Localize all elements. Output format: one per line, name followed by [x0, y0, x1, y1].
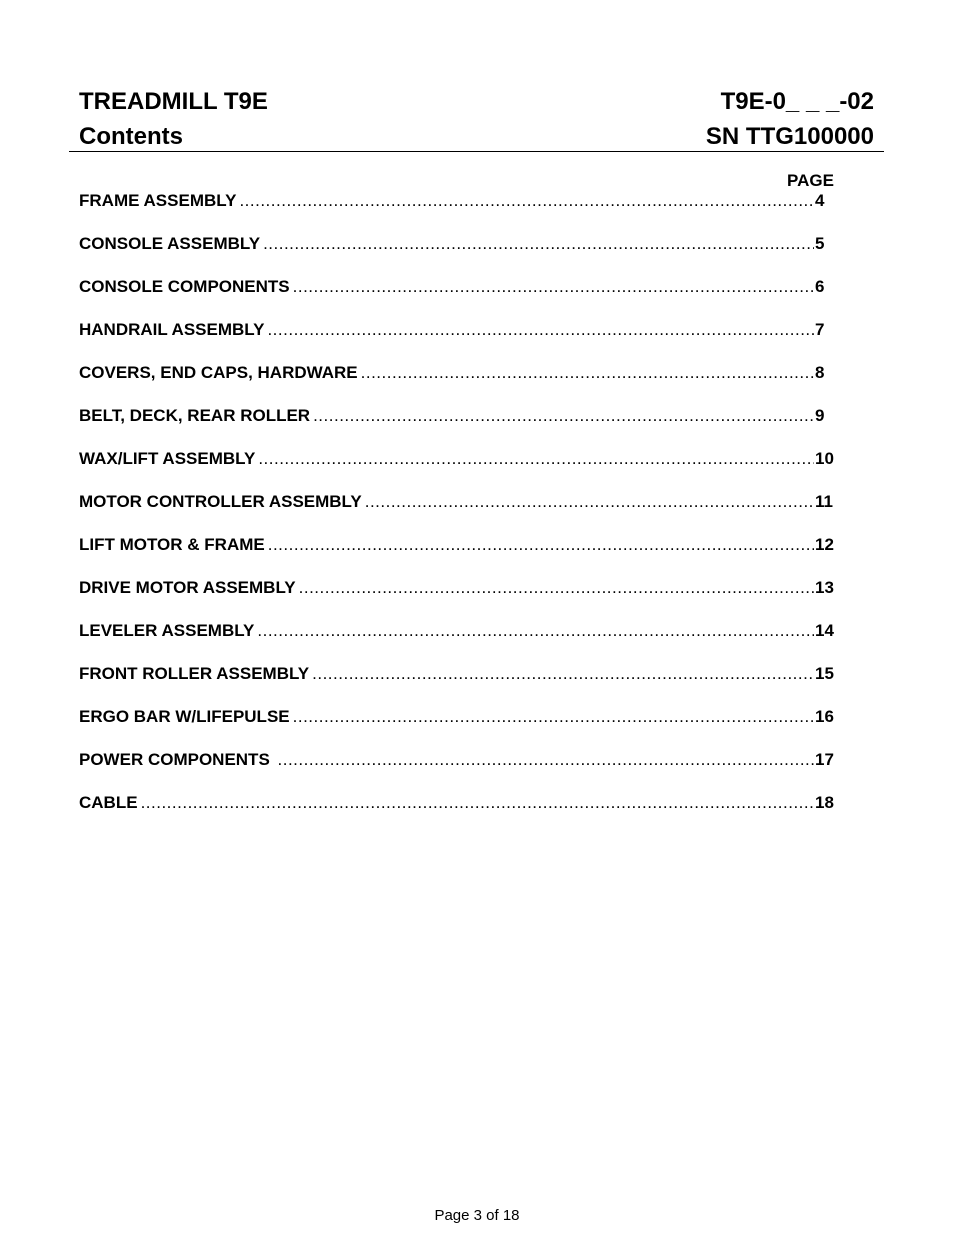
toc-entry-title: LIFT MOTOR & FRAME: [79, 535, 265, 554]
toc-entry[interactable]: [79, 362, 839, 405]
section-title: Contents: [79, 123, 183, 150]
toc-entry-page: 13: [815, 578, 834, 597]
toc-leader-dots: [361, 362, 814, 384]
toc-leader-dots: [312, 663, 814, 685]
toc-leader-dots: [258, 448, 814, 470]
serial-number: SN TTG100000: [705, 123, 874, 150]
toc-entry-title: FRONT ROLLER ASSEMBLY: [79, 664, 310, 683]
toc-entry-page: 12: [815, 535, 834, 554]
toc-entry[interactable]: [79, 792, 839, 835]
toc-leader-dots: [365, 491, 814, 513]
toc-entry[interactable]: [79, 491, 839, 534]
toc-entry[interactable]: [79, 620, 839, 663]
document-title: TREADMILL T9E: [79, 88, 268, 115]
toc-entry-title: LEVELER ASSEMBLY: [79, 621, 255, 640]
toc-entry-title: BELT, DECK, REAR ROLLER: [79, 406, 311, 425]
toc-leader-dots: [267, 319, 814, 341]
toc-entry-page: 4: [815, 191, 825, 210]
toc-entry-page: 11: [815, 492, 833, 511]
toc-entry[interactable]: [79, 706, 839, 749]
toc-entry[interactable]: [79, 534, 839, 577]
toc-entry-page: 5: [815, 234, 825, 253]
toc-entry-title: FRAME ASSEMBLY: [79, 191, 237, 210]
toc-entry-page: 16: [815, 707, 834, 726]
toc-entry-title: ERGO BAR W/LIFEPULSE: [79, 707, 290, 726]
toc-entry[interactable]: [79, 405, 839, 448]
toc-entry[interactable]: [79, 233, 839, 276]
page-number: Page 3 of 18: [434, 1207, 520, 1224]
toc-leader-dots: [278, 749, 814, 771]
toc-entry[interactable]: [79, 663, 839, 706]
toc-entry-page: 14: [815, 621, 834, 640]
toc-entry-title: CONSOLE ASSEMBLY: [79, 234, 261, 253]
toc-entry-page: 8: [815, 363, 825, 382]
toc-entry-title: DRIVE MOTOR ASSEMBLY: [79, 578, 296, 597]
toc-entry[interactable]: [79, 276, 839, 319]
toc-entry-title: MOTOR CONTROLLER ASSEMBLY: [79, 492, 362, 511]
toc-leader-dots: [263, 233, 814, 255]
header-left: [79, 84, 268, 154]
toc-entry-page: 17: [815, 750, 834, 769]
toc-entry-page: 18: [815, 793, 834, 812]
table-of-contents: [79, 190, 839, 835]
toc-leader-dots: [299, 577, 814, 599]
toc-entry-page: 15: [815, 664, 834, 683]
model-number: T9E-0_ _ _-02: [720, 88, 874, 115]
header-right: [706, 84, 874, 154]
toc-entry[interactable]: [79, 448, 839, 491]
toc-entry-page: 7: [815, 320, 825, 339]
toc-entry-title: HANDRAIL ASSEMBLY: [79, 320, 265, 339]
toc-leader-dots: [293, 276, 814, 298]
toc-leader-dots: [268, 534, 814, 556]
toc-entry[interactable]: [79, 749, 839, 792]
toc-leader-dots: [293, 706, 814, 728]
page-column-label: PAGE: [787, 171, 834, 190]
toc-entry-title: CABLE: [79, 793, 138, 812]
toc-leader-dots: [313, 405, 814, 427]
toc-entry[interactable]: [79, 190, 839, 233]
toc-entry[interactable]: [79, 319, 839, 362]
toc-entry-page: 10: [815, 449, 834, 468]
header-divider: [69, 151, 884, 152]
toc-leader-dots: [257, 620, 814, 642]
toc-entry-title: POWER COMPONENTS: [79, 750, 275, 769]
toc-entry-page: 6: [815, 277, 825, 296]
toc-leader-dots: [239, 190, 814, 212]
toc-entry-title: CONSOLE COMPONENTS: [79, 277, 290, 296]
toc-entry-title: COVERS, END CAPS, HARDWARE: [79, 363, 358, 382]
toc-entry[interactable]: [79, 577, 839, 620]
toc-entry-page: 9: [815, 406, 825, 425]
toc-entry-title: WAX/LIFT ASSEMBLY: [79, 449, 256, 468]
toc-leader-dots: [141, 792, 814, 814]
page-footer: [0, 1206, 954, 1226]
